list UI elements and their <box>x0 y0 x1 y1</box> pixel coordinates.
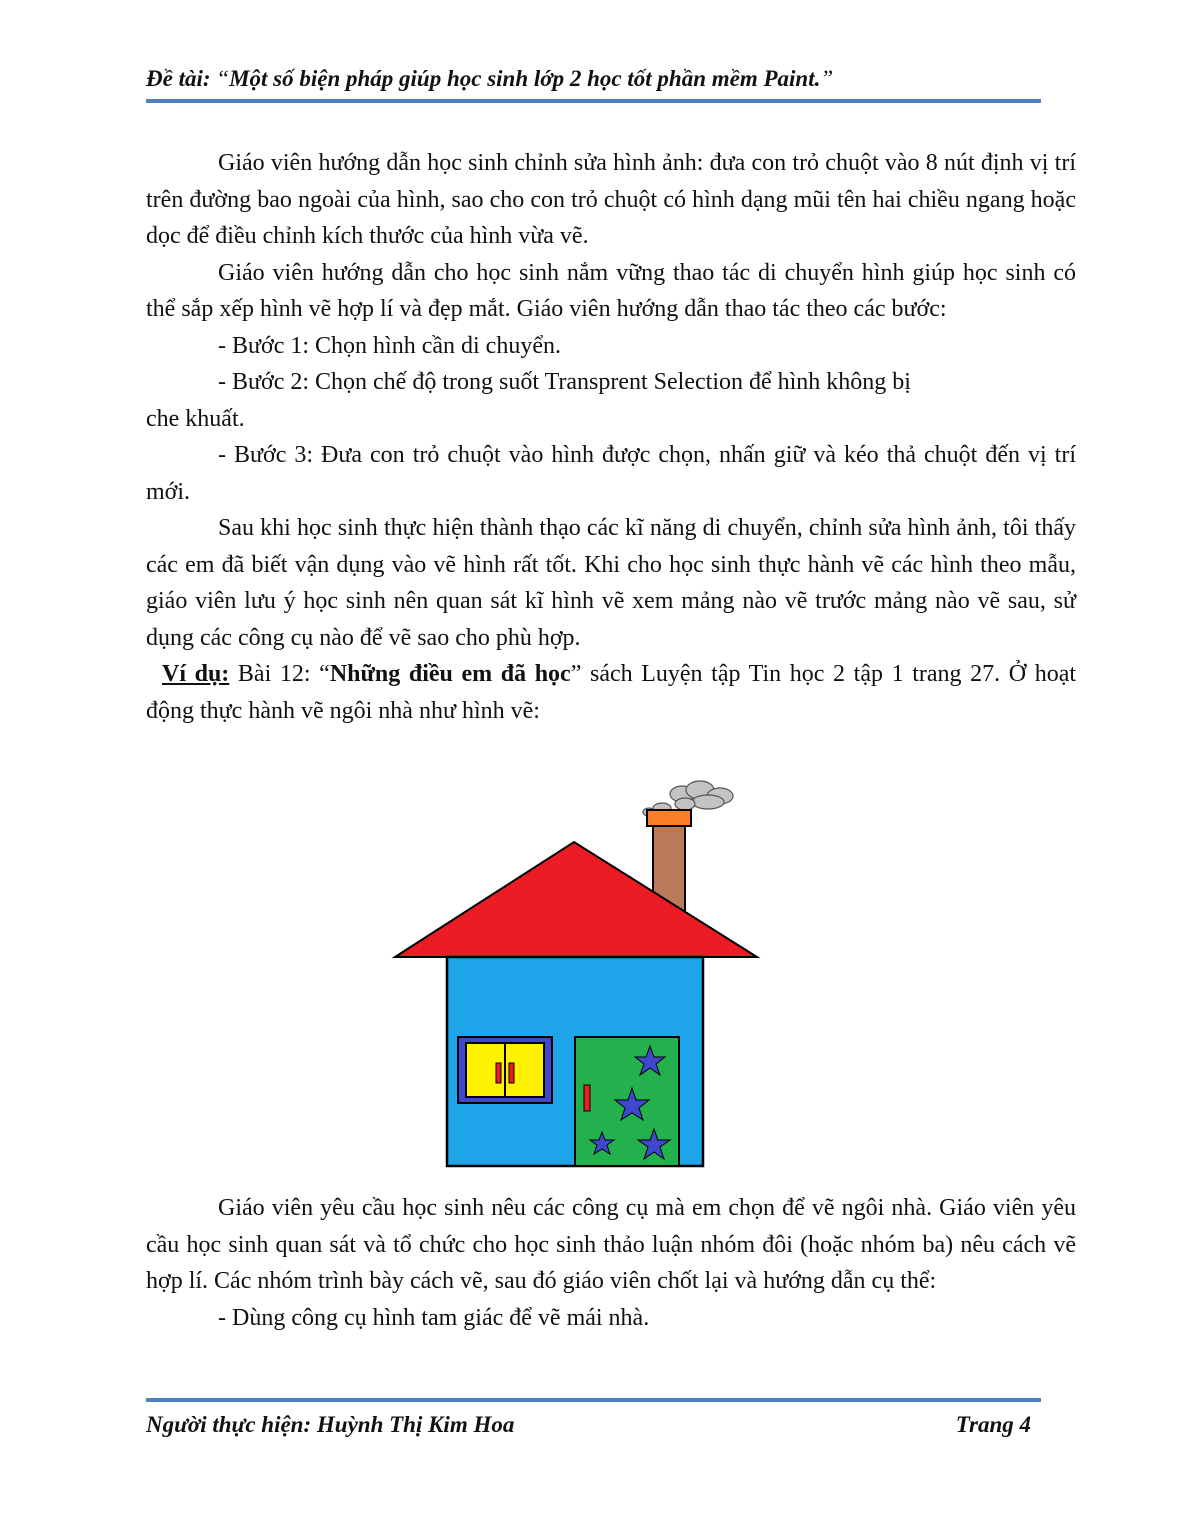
step-item: - Bước 3: Đưa con trỏ chuột vào hình được chọn, nhấn giữ và kéo thả chuột đến vị trí mới. <box>146 442 1076 505</box>
page-footer <box>146 1412 1031 1438</box>
example-post: ” sách Luyện tập Tin học 2 tập 1 trang 27. Ở hoạt động thực hành vẽ ngôi nhà như hình vẽ: <box>146 661 1077 724</box>
roof <box>395 842 757 957</box>
footer-divider <box>146 1398 1041 1402</box>
door-handle <box>584 1085 590 1111</box>
example-bold-title: Những điều em đã học <box>329 661 571 687</box>
page-header <box>146 66 1041 92</box>
window-handle-right <box>509 1063 514 1083</box>
header-open-quote: “ <box>216 66 230 91</box>
example-pre: Bài 12: “ <box>229 661 330 687</box>
paragraph: Giáo viên yêu cầu học sinh nêu các công cụ mà em chọn để vẽ ngôi nhà. Giáo viên yêu cầu học sinh quan sát và tổ chức cho học sinh thảo luận nhóm đôi (hoặc nhóm ba) nêu cách vẽ hợp lí. Các nhóm trình bày cách vẽ, sau đó giáo viên chốt lại và hướng dẫn cụ thể: <box>146 1195 1076 1294</box>
paragraph: Sau khi học sinh thực hiện thành thạo các kĩ năng di chuyển, chỉnh sửa hình ảnh, tôi thấy các em đã biết vận dụng vào vẽ hình rất tốt. Khi cho học sinh thực hành vẽ các hình theo mẫu, giáo viên lưu ý học sinh nên quan sát kĩ hình vẽ xem mảng nào vẽ trước mảng nào vẽ sau, sử dụng các công cụ nào để vẽ sao cho phù hợp. <box>146 515 1076 651</box>
step-item: - Bước 1: Chọn hình cần di chuyển. <box>218 332 561 359</box>
document-body-continued <box>146 1190 1076 1336</box>
step-item-continuation: che khuất. <box>146 405 245 432</box>
document-body <box>146 145 1076 729</box>
paragraph: Giáo viên hướng dẫn học sinh chỉnh sửa hình ảnh: đưa con trỏ chuột vào 8 nút định vị trí trên đường bao ngoài của hình, sao cho con trỏ chuột có hình dạng mũi tên hai chiều ngang hoặc dọc để điều chỉnh kích thước của hình vừa vẽ. <box>146 150 1076 249</box>
step-item: - Bước 2: Chọn chế độ trong suốt Transprent Selection để hình không bị <box>218 369 911 395</box>
paragraph: Giáo viên hướng dẫn cho học sinh nắm vững thao tác di chuyển hình giúp học sinh có thể sắp xếp hình vẽ hợp lí và đẹp mắt. Giáo viên hướng dẫn thao tác theo các bước: <box>146 259 1076 322</box>
header-title: Một số biện pháp giúp học sinh lớp 2 học tốt phần mềm Paint. <box>229 66 821 91</box>
example-label: Ví dụ: <box>162 661 230 687</box>
window-handle-left <box>496 1063 501 1083</box>
example-paragraph <box>146 656 1076 729</box>
header-label: Đề tài: <box>146 66 211 91</box>
chimney-cap <box>647 810 691 826</box>
header-divider <box>146 99 1041 103</box>
footer-author: Người thực hiện: Huỳnh Thị Kim Hoa <box>146 1412 515 1437</box>
page-number: Trang 4 <box>955 1412 1031 1437</box>
header-close-quote: ” <box>820 66 834 91</box>
house-illustration <box>390 776 790 1168</box>
step-item: - Dùng công cụ hình tam giác để vẽ mái nhà. <box>218 1304 650 1331</box>
